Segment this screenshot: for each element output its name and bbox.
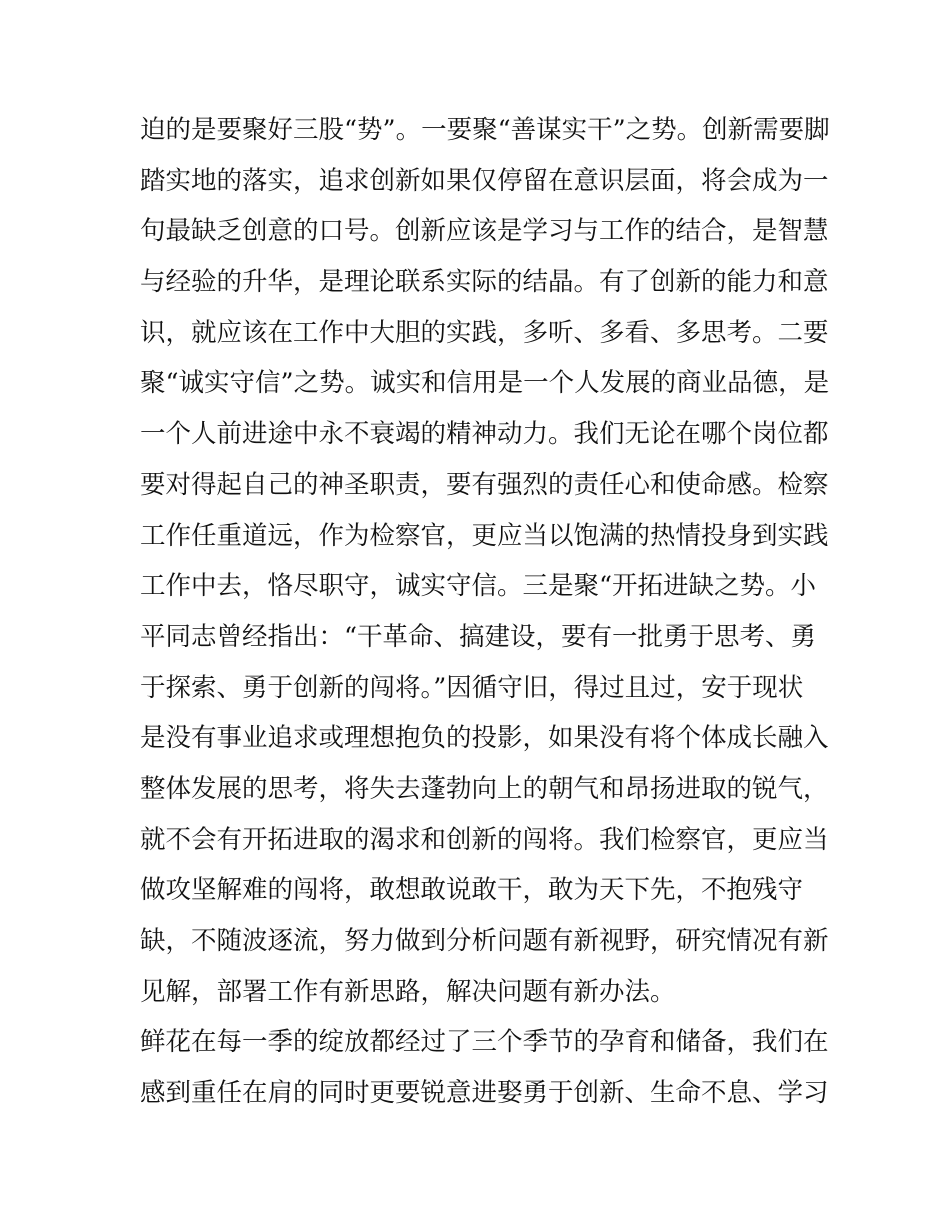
text-line: 识，就应该在工作中大胆的实践，多听、多看、多思考。二要 — [140, 317, 829, 348]
text-line: 一个人前进途中永不衰竭的精神动力。我们无论在哪个岗位都 — [140, 419, 829, 450]
text-line: 整体发展的思考，将失去蓬勃向上的朝气和昂扬进取的锐气， — [140, 773, 829, 804]
text-line: 工作中去，恪尽职守，诚实守信。三是聚“开拓进缺之势。小 — [140, 571, 817, 602]
text-line: 就不会有开拓进取的渴求和创新的闯将。我们检察官，更应当 — [140, 824, 829, 855]
text-line: 见解，部署工作有新思路，解决问题有新办法。 — [140, 976, 676, 1007]
text-line: 踏实地的落实，追求创新如果仅停留在意识层面，将会成为一 — [140, 165, 829, 196]
text-line: 迫的是要聚好三股“势”。一要聚“善谋实干”之势。创新需要脚 — [140, 115, 830, 145]
text-line: 聚“诚实守信”之势。诚实和信用是一个人发展的商业品德，是 — [140, 368, 830, 399]
text-line: 与经验的升华，是理论联系实际的结晶。有了创新的能力和意 — [140, 267, 829, 298]
text-line: 句最缺乏创意的口号。创新应该是学习与工作的结合，是智慧 — [140, 216, 829, 247]
text-line: 要对得起自己的神圣职责，要有强烈的责任心和使命感。检察 — [140, 469, 829, 500]
text-line: 是没有事业追求或理想抱负的投影，如果没有将个体成长融入 — [140, 723, 829, 754]
text-line: 平同志曾经指出：“干革命、搞建设，要有一批勇于思考、勇 — [140, 621, 817, 652]
text-line: 工作任重道远，作为检察官，更应当以饱满的热情投身到实践 — [140, 520, 829, 551]
body-text — [140, 105, 830, 1119]
text-line: 于探索、勇于创新的闯将。”因循守旧，得过且过，安于现状 — [140, 672, 804, 703]
text-line: 感到重任在肩的同时更要锐意进娶勇于创新、生命不息、学习 — [140, 1078, 829, 1109]
paragraph-start-line: 鲜花在每一季的绽放都经过了三个季节的孕育和储备，我们在 — [140, 1027, 829, 1058]
text-line: 缺，不随波逐流，努力做到分析问题有新视野，研究情况有新 — [140, 926, 829, 956]
text-line: 做攻坚解难的闯将，敢想敢说敢干，敢为天下先，不抱残守 — [140, 875, 804, 906]
